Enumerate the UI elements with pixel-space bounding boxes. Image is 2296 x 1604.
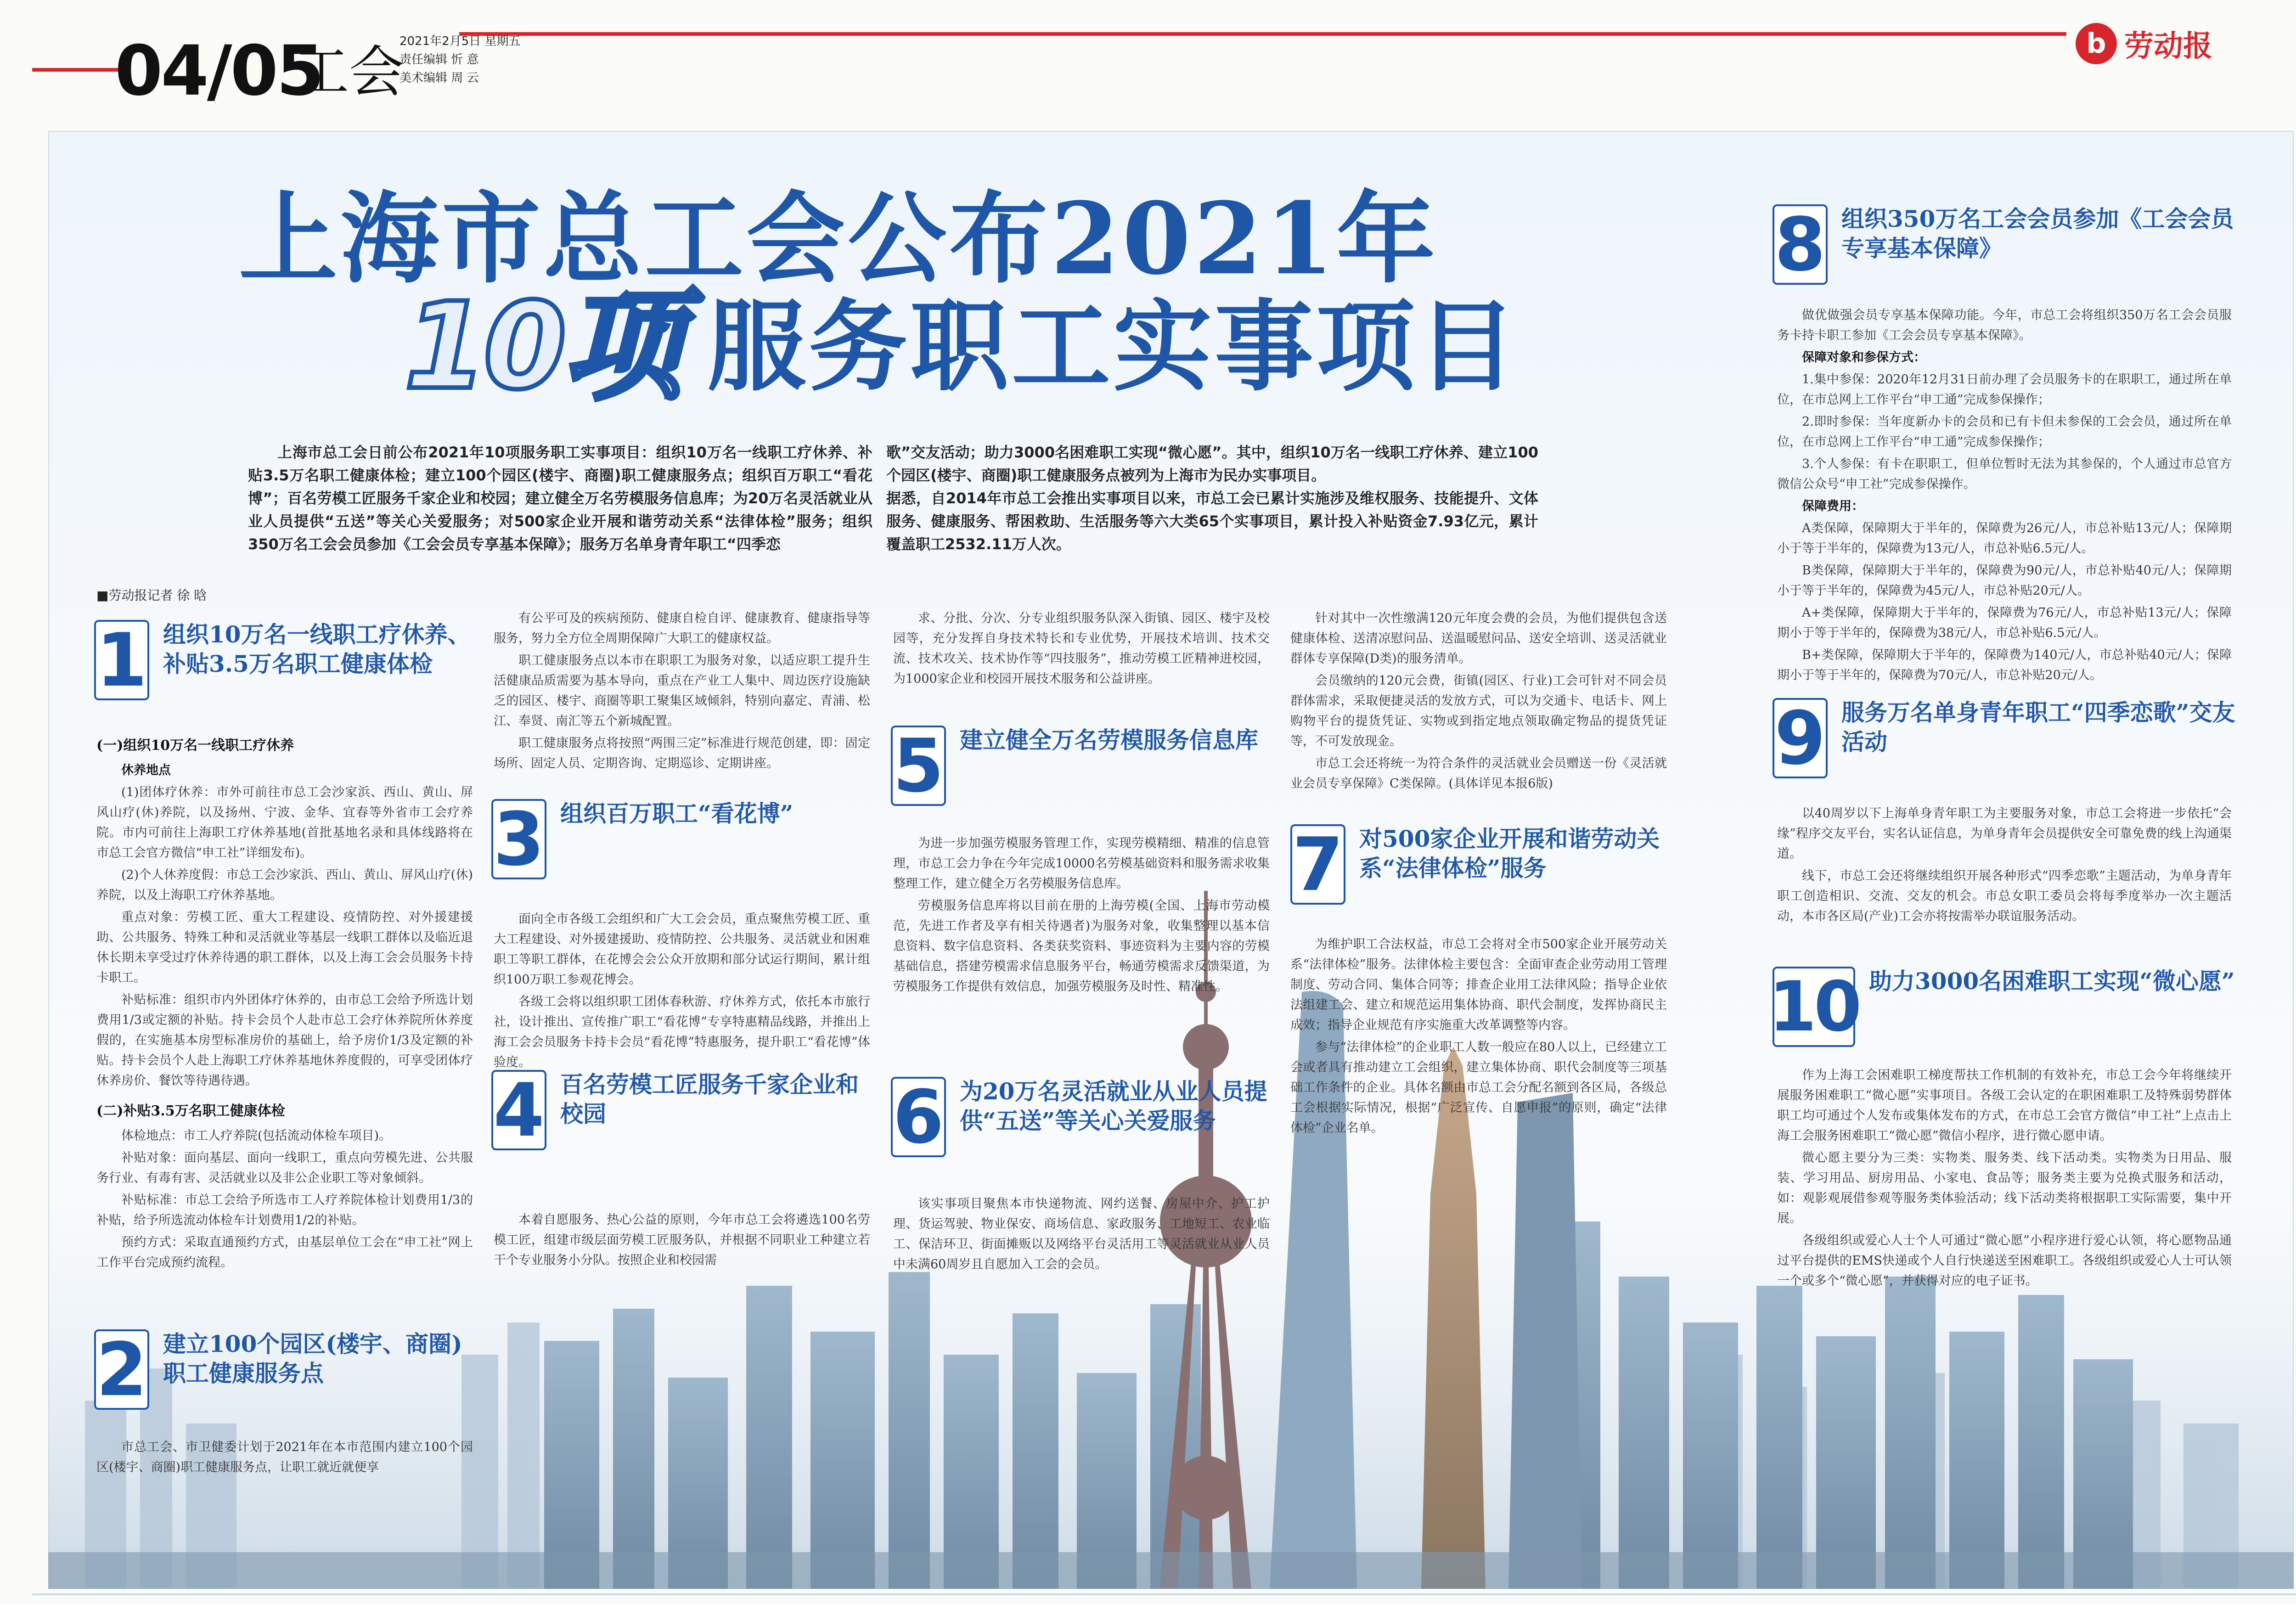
column-2-middle (494, 909, 870, 1075)
item-10-header (1768, 967, 2236, 1047)
paragraph: 面向全市各级工会组织和广大工会会员，重点聚焦劳模工匠、重大工程建设、对外援建援助、疫情防控、公共服务、灵活就业和困难职工等职工群体，在花博会会公众开放期和部分试运行期间，累计组织100万职工参观花博会。 (494, 912, 870, 987)
paragraph: 预约方式：采取直通预约方式，由基层单位工会在“申工社”网上工作平台完成预约流程。 (96, 1235, 473, 1270)
paragraph: A类保障，保障期大于半年的，保障费为26元/人，市总补贴13元/人；保障期小于等于半年的，保障费为13元/人，市总补贴6.5元/人。 (1777, 521, 2232, 556)
art-editor-credit: 美术编辑 周 云 (400, 71, 479, 85)
item-9-number: 9 (1773, 698, 1828, 778)
item-8-title: 组织350万名工会会员参加《工会会员专享基本保障》 (1841, 205, 2234, 262)
item-1-number: 1 (94, 620, 149, 700)
paragraph: 微心愿主要分为三类：实物类、服务类、线下活动类。实物类为日用品、服装、学习用品、厨房用品、小家电、食品等；服务类主要为兑换式服务和活动，如：观影观展借参观等服务类体验活动；线下活动类将根据职工实际需要，集中开展。 (1777, 1151, 2232, 1226)
column-2-lower (494, 1210, 870, 1272)
paragraph: 做优做强会员专享基本保障功能。今年，市总工会将组织350万名工会会员服务卡持卡职工参加《工会会员专享基本保障》。 (1777, 308, 2232, 343)
paragraph: 各级组织或爱心人士个人可通过“微心愿”小程序进行爱心认领，将心愿物品通过平台提供的EMS快递或个人自行快递送至困难职工。各级组织或爱心人士可认领一个或多个“微心愿”，并获得对应的电子证书。 (1777, 1233, 2232, 1288)
byline: ■劳动报记者 徐 晗 (96, 588, 207, 603)
item-6-title: 为20万名灵活就业从业人员提供“五送”等关心关爱服务 (960, 1078, 1267, 1134)
item-1-header (94, 617, 480, 703)
logo-name: 劳动报 (2124, 29, 2212, 63)
paragraph: 休养地点 (121, 763, 171, 777)
paragraph: 会员缴纳的120元会费，街镇(园区、行业)工会可针对不同会员群体需求，采取便捷灵活的发放方式，可以为交通卡、电话卡、网上购物平台的提货凭证、实物或到指定地点领取确定物品的提货凭证等，不可发放现金。 (1290, 674, 1667, 749)
paragraph: 劳模服务信息库将以目前在册的上海劳模(全国、上海市劳动模范，先进工作者及享有相关待遇者)为服务对象，收集整理以基本信息资料、数字信息资料、各类获奖资料、事迹资料为主要内容的劳模基础信息，搭建劳模需求信息服务平台，畅通劳模需求反馈渠道，为劳模服务工作提供有效信息，加强劳模服务及时性、精准性。 (893, 899, 1270, 994)
column-4-upper (1290, 608, 1667, 796)
section-name: 工会 (294, 40, 404, 104)
item-6-number: 6 (891, 1077, 946, 1157)
paragraph: 补贴标准：市总工会给予所选市工人疗养院体检计划费用1/3的补贴，给予所选流动体检车计划费用1/2的补贴。 (96, 1193, 473, 1227)
intro-paragraph-left: 上海市总工会日前公布2021年10项服务职工实事项目：组织10万名一线职工疗休养、补贴3.5万名职工健康体检；建立100个园区(楼宇、商圈)职工健康服务点；组织百万职工“看花博”；百名劳模工匠服务千家企业和校园；建立健全万名劳模服务信息库；为20万名灵活就业从业人员提供“五送”等关心关爱服务；对500家企业开展和谐劳动关系“法律体检”服务；组织350万名工会会员参加《工会会员专享基本保障》；服务万名单身青年职工“四季恋 (248, 444, 872, 553)
paragraph-heading: 保障对象和参保方式： (1802, 350, 1926, 365)
paragraph: 本着自愿服务、热心公益的原则，今年市总工会将遴选100名劳模工匠，组建市级层面劳模工匠服务队，并根据不同职业工种建立若干个专业服务小分队。按照企业和校园需 (494, 1213, 870, 1267)
paragraph: 参与“法律体检”的企业职工人数一般应在80人以上，已经建立工会或者具有推动建立工会组织，建立集体协商、职代会制度等三项基础工作条件的企业。具体名额由市总工会分配名额到各区局，各级总工会根据实际情况，根据“广泛宣传、自愿申报”的原则，确定“法律体检”企业名单。 (1290, 1040, 1667, 1135)
item-6-header (891, 1074, 1272, 1160)
column-4-lower (1290, 934, 1667, 1140)
item-3-number: 3 (491, 799, 546, 879)
column-3-lower (893, 1194, 1270, 1277)
item-8-header (1773, 204, 2236, 285)
headline-number: 10项 (404, 277, 679, 416)
headline-line-1: 上海市总工会公布2021年 (239, 180, 1438, 297)
paragraph-heading: 保障费用： (1802, 499, 1864, 513)
paragraph: 该实事项目聚焦本市快递物流、网约送餐、房屋中介、护工护理、货运驾驶、物业保安、商场信息、家政服务、工地短工、农业临工、保洁环卫、街面摊贩以及网络平台灵活用工等灵活就业从业人员中未满60周岁且自愿加入工会的会员。 (893, 1197, 1270, 1272)
paragraph: 针对其中一次性缴满120元年度会费的会员，为他们提供包含送健康体检、送清凉慰问品、送温暖慰问品、送安全培训、送灵活就业群体专享保障(D类)的服务清单。 (1290, 611, 1667, 666)
column-5-upper (1777, 305, 2232, 687)
paragraph: 3.个人参保：有卡在职职工，但单位暂时无法为其参保的，个人通过市总官方微信公众号“申工社”完成参保操作。 (1777, 457, 2232, 491)
paragraph: 职工健康服务点将按照“两围三定”标准进行规范创建，即：固定场所、固定人员、定期咨询、定期巡诊、定期讲座。 (494, 736, 870, 771)
item-4-title: 百名劳模工匠服务千家企业和校园 (560, 1071, 859, 1127)
issue-date: 2021年2月5日 星期五 (400, 34, 521, 48)
paragraph: 重点对象：劳模工匠、重大工程建设、疫情防控、对外援建援助、公共服务、特殊工种和灵活就业等基层一线职工群体以及临近退休长期未享受过疗休养待遇的职工群体，以及上海工会会员服务卡持卡职工。 (96, 910, 473, 985)
paragraph: (1)团体疗休养：市外可前往市总工会沙家浜、西山、黄山、屏风山疗(休)养院，以及扬州、宁波、金华、宜春等外省市工会疗养院。市内可前往上海职工疗休养基地(首批基地名录和具体线路将在市总工会官方微信“申工社”详细发布)。 (96, 785, 473, 860)
item-5-number: 5 (891, 726, 946, 806)
paragraph: 市总工会还将统一为符合条件的灵活就业会员赠送一份《灵活就业会员专享保障》C类保障。(具体详见本报6版) (1290, 756, 1667, 791)
column-1-lower (96, 1437, 473, 1480)
paragraph: 有公平可及的疾病预防、健康自检自评、健康教育、健康指导等服务，努力全方位全周期保障广大职工的健康权益。 (494, 611, 870, 646)
item-2-header (94, 1327, 480, 1413)
paragraph: 线下，市总工会还将继续组织开展各种形式“四季恋歌”主题活动，为单身青年职工创造相识、交流、交友的机会。市总女职工委员会将每季度举办一次主题活动，本市各区局(产业)工会亦将按需举办联谊服务活动。 (1777, 869, 2232, 923)
paragraph: 2.即时参保：当年度新办卡的会员和已有卡但未参保的工会会员，通过所在单位，在市总网上工作平台“申工通”完成参保操作； (1777, 415, 2232, 449)
paragraph: 体检地点：市工人疗养院(包括流动体检车项目)。 (121, 1129, 392, 1143)
column-3-middle (893, 833, 1270, 999)
header-rule-left (32, 68, 119, 72)
paragraph: 各级工会将以组织职工团体春秋游、疗休养方式，依托本市旅行社，设计推出、宣传推广职工“看花博”专享特惠精品线路，并推出上海工会会员服务卡持卡会员“看花博”特惠服务，提升职工“看花博”体验度。 (494, 995, 870, 1069)
paragraph: 以40周岁以下上海单身青年职工为主要服务对象，市总工会将进一步依托“会缘”程序交友平台，实名认证信息，为单身青年会员提供安全可靠免费的线上沟通渠道。 (1777, 806, 2232, 861)
item-1-title: 组织10万名一线职工疗休养、补贴3.5万名职工健康体检 (163, 621, 471, 677)
paragraph: B+类保障，保障期大于半年的，保障费为140元/人，市总补贴40元/人；保障期小于等于半年的，保障费为70元/人，市总补贴20元/人。 (1777, 648, 2232, 682)
column-5-middle (1777, 804, 2232, 929)
paragraph: A+类保障，保障期大于半年的，保障费为76元/人，市总补贴13元/人；保障期小于等于半年的，保障费为38元/人，市总补贴6.5元/人。 (1777, 606, 2232, 640)
issue-meta (400, 32, 521, 87)
column-2-upper (494, 608, 870, 776)
logo-mark-icon: b (2076, 23, 2117, 64)
bottom-rule (32, 1593, 2296, 1595)
paragraph: 为进一步加强劳模服务管理工作，实现劳模精细、精准的信息管理，市总工会力争在今年完成10000名劳模基础资料和服务需求收集整理工作，建立健全万名劳模服务信息库。 (893, 836, 1270, 891)
item-5-title: 建立健全万名劳模服务信息库 (960, 726, 1258, 754)
item-7-title: 对500家企业开展和谐劳动关系“法律体检”服务 (1359, 825, 1660, 882)
paragraph: 1.集中参保：2020年12月31日前办理了会员服务卡的在职职工，通过所在单位，在市总网上工作平台“申工通”完成参保操作； (1777, 372, 2232, 407)
item-7-number: 7 (1290, 824, 1345, 905)
subsection-heading: (一)组织10万名一线职工疗休养 (96, 737, 294, 754)
item-5-header (891, 723, 1272, 809)
paragraph: 作为上海工会困难职工梯度帮扶工作机制的有效补充，市总工会今年将继续开展服务困难职工“微心愿”实事项目。各级工会认定的在职困难职工及特殊弱势群体职工均可通过个人发布或集体发布的方式，在市总工会官方微信“申工社”上点击上海工会服务困难职工“微心愿”微信小程序，进行微心愿申请。 (1777, 1068, 2232, 1143)
column-1-upper (96, 726, 473, 1275)
column-3-upper (893, 608, 1270, 691)
paragraph: 补贴对象：面向基层、面向一线职工，重点向劳模先进、公共服务行业、有毒有害、灵活就业以及非公企业职工等对象倾斜。 (96, 1151, 473, 1185)
item-10-number: 10 (1768, 967, 1859, 1047)
page-number: 04/05 (115, 31, 323, 111)
paragraph: 求、分批、分次、分专业组织服务队深入街镇、园区、楼宇及校园等，充分发挥自身技术特长和专业优势，开展技术培训、技术交流、技术攻关、技术协作等“四技服务”，推动劳模工匠精神进校园，为1000家企业和校园开展技术服务和公益讲座。 (893, 611, 1270, 686)
item-3-title: 组织百万职工“看花博” (560, 800, 793, 827)
item-9-header (1773, 695, 2236, 781)
item-7-header (1290, 824, 1671, 905)
item-3-header (491, 796, 872, 882)
paragraph: 职工健康服务点以本市在职职工为服务对象，以适应职工提升生活健康品质需要为基本导向，重点在产业工人集中、周边医疗设施缺乏的园区、楼宇、商圈等职工聚集区域倾斜，特别向嘉定、青浦、松江、奉贤、南汇等五个新城配置。 (494, 653, 870, 728)
item-4-number: 4 (491, 1070, 546, 1150)
paragraph: 补贴标准：组织市内外团体疗休养的，由市总工会给予所选计划费用1/3或定额的补贴。持卡会员个人赴市总工会疗休养院所休养度假的，在实施基本房型标准房价的基础上，给予房价1/3及定额的补贴。持卡会员个人赴上海职工疗休养基地休养度假的，可享受团体疗休养房价、餐饮等待遇待遇。 (96, 993, 473, 1088)
column-5-lower (1777, 1065, 2232, 1293)
item-2-number: 2 (94, 1329, 149, 1410)
item-2-title: 建立100个园区(楼宇、商圈)职工健康服务点 (163, 1330, 462, 1387)
item-8-number: 8 (1773, 204, 1828, 285)
item-4-header (491, 1067, 872, 1153)
item-10-title: 助力3000名困难职工实现“微心愿” (1869, 968, 2235, 995)
header-rule-top (459, 32, 2066, 36)
editor-credit: 责任编辑 忻 意 (400, 53, 479, 67)
intro-paragraph-right: 歌”交友活动；助力3000名困难职工实现“微心愿”。其中，组织10万名一线职工疗休养、建立100个园区(楼宇、商圈)职工健康服务点被列为上海市为民办实事项目。 据悉，自2014年市总工会推出实事项目以来，市总工会已累计实施涉及维权服务、技能提升、文体服务、健康服务、帮困救助、生活服务等六大类65个实事项目，累计投入补贴资金7.93亿元，累计覆盖职工2532.11万人次。 (886, 444, 1538, 553)
headline-line-2: 服务职工实事项目 (707, 288, 1519, 405)
paragraph: 市总工会、市卫健委计划于2021年在本市范围内建立100个园区(楼宇、商圈)职工健康服务点，让职工就近就便享 (96, 1440, 473, 1475)
paragraph: (2)个人休养度假：市总工会沙家浜、西山、黄山、屏风山疗(休)养院，以及上海职工疗休养基地。 (96, 868, 473, 902)
paragraph: 为维护职工合法权益，市总工会将对全市500家企业开展劳动关系“法律体检”服务。法律体检主要包含：全面审查企业劳动用工管理制度、劳动合同、集体合同等；排查企业用工法律风险；指导企业依法组建工会、建立和规范运用集体协商、职代会制度，发挥协商民主成效；指导企业规范有序实施重大改革调整等内容。 (1290, 937, 1667, 1032)
newspaper-logo (2076, 18, 2291, 69)
subsection-heading: (二)补贴3.5万名职工健康体检 (96, 1103, 285, 1119)
item-9-title: 服务万名单身青年职工“四季恋歌”交友活动 (1841, 699, 2235, 755)
paragraph: B类保障，保障期大于半年的，保障费为90元/人，市总补贴40元/人；保障期小于等于半年的，保障费为45元/人，市总补贴20元/人。 (1777, 563, 2232, 598)
